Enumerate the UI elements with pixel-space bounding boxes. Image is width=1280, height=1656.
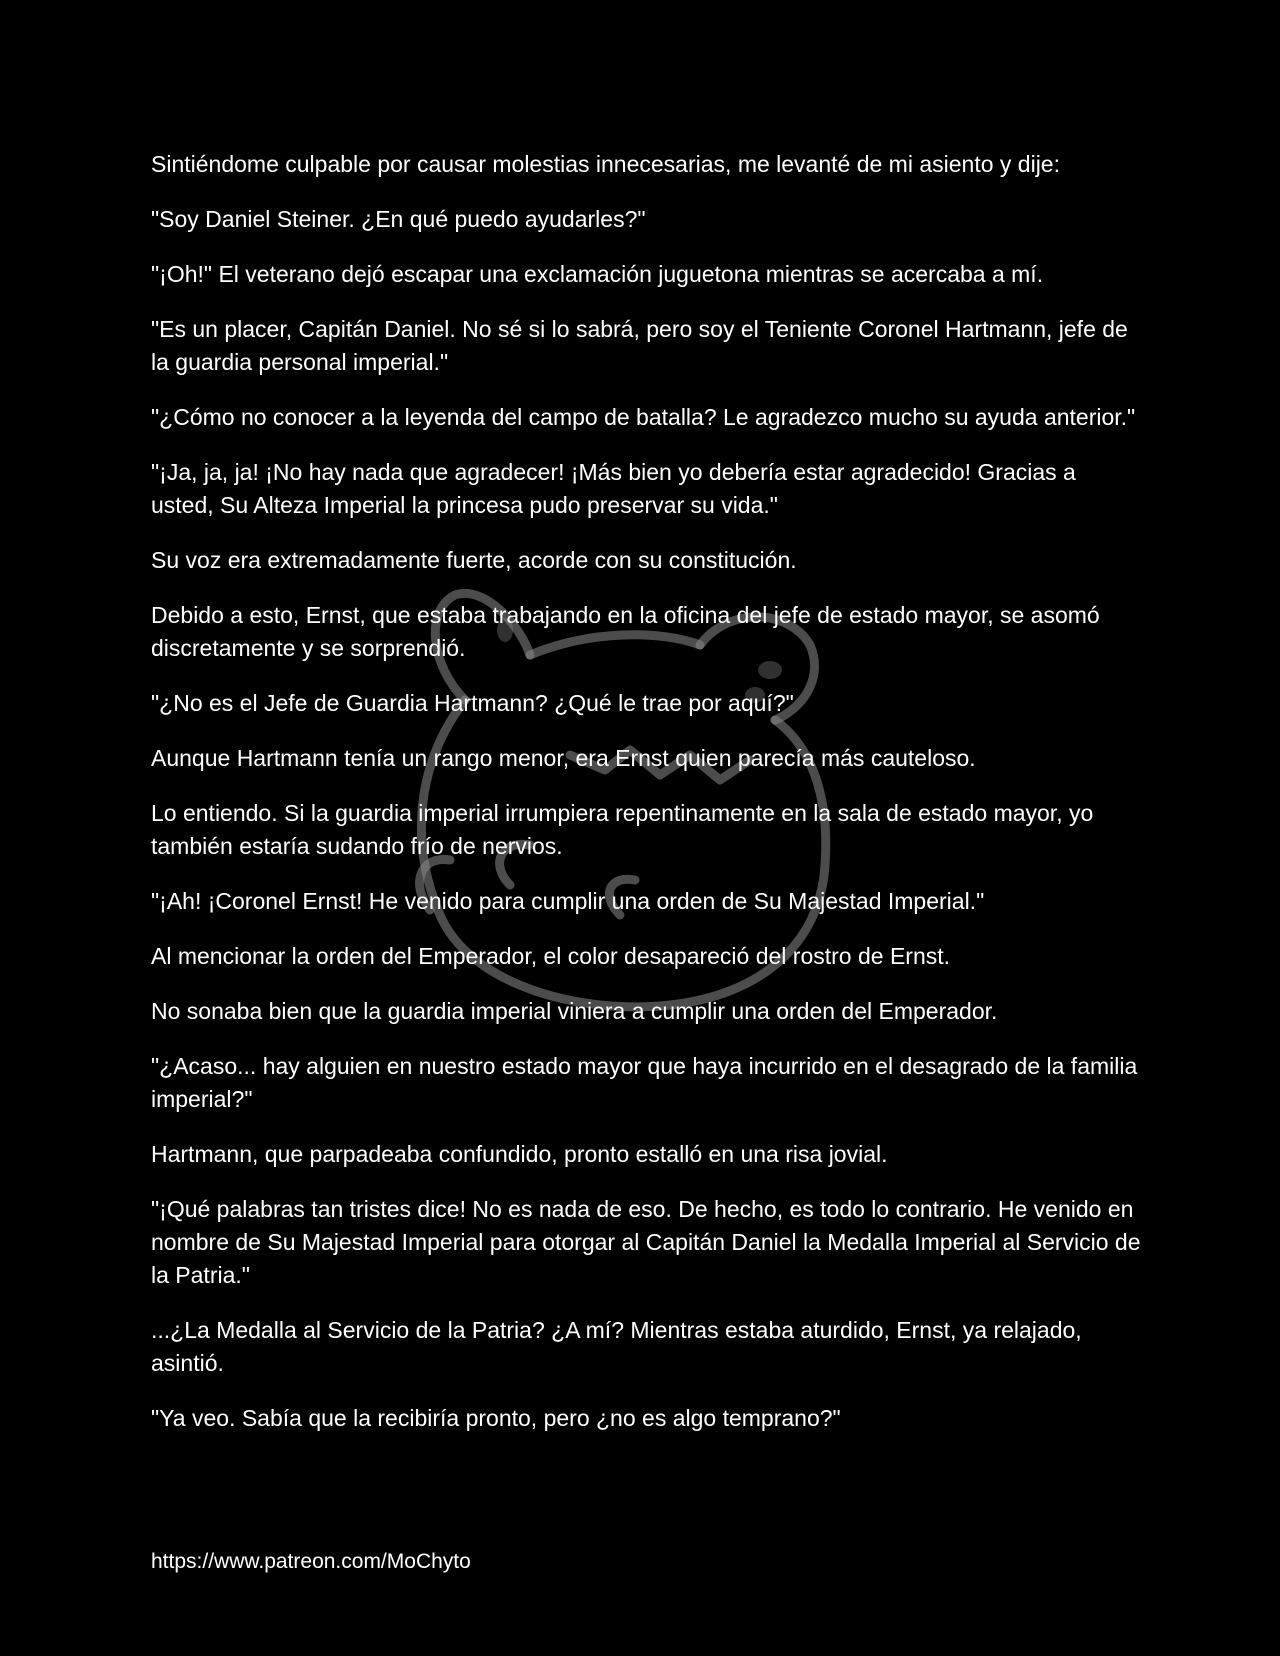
paragraph: Sintiéndome culpable por causar molestias innecesarias, me levanté de mi asiento y dije: bbox=[151, 151, 1060, 177]
paragraph: Debido a esto, Ernst, que estaba trabajando en la oficina del jefe de estado mayor, se asomó discretamente y se sorprendió. bbox=[151, 602, 1100, 661]
paragraph: "Ya veo. Sabía que la recibiría pronto, pero ¿no es algo temprano?" bbox=[151, 1405, 841, 1431]
document-body bbox=[151, 148, 1141, 1457]
paragraph: "¿Acaso... hay alguien en nuestro estado mayor que haya incurrido en el desagrado de la familia imperial?" bbox=[151, 1053, 1138, 1112]
paragraph: "Es un placer, Capitán Daniel. No sé si lo sabrá, pero soy el Teniente Coronel Hartmann, jefe de la guardia personal imperial." bbox=[151, 316, 1128, 375]
paragraph: "¡Qué palabras tan tristes dice! No es nada de eso. De hecho, es todo lo contrario. He venido en nombre de Su Majestad Imperial para otorgar al Capitán Daniel la Medalla Imperial al Servicio de la Patria." bbox=[151, 1196, 1141, 1288]
paragraph: Al mencionar la orden del Emperador, el color desapareció del rostro de Ernst. bbox=[151, 943, 951, 969]
paragraph: "¿No es el Jefe de Guardia Hartmann? ¿Qué le trae por aquí?" bbox=[151, 690, 794, 716]
paragraph: Aunque Hartmann tenía un rango menor, era Ernst quien parecía más cauteloso. bbox=[151, 745, 976, 771]
paragraph: Hartmann, que parpadeaba confundido, pronto estalló en una risa jovial. bbox=[151, 1141, 888, 1167]
patreon-link[interactable]: https://www.patreon.com/MoChyto bbox=[151, 1550, 471, 1573]
paragraph: "¿Cómo no conocer a la leyenda del campo de batalla? Le agradezco mucho su ayuda anterior." bbox=[151, 404, 1136, 430]
paragraph: Lo entiendo. Si la guardia imperial irrumpiera repentinamente en la sala de estado mayor, yo también estaría sudando frío de nervios. bbox=[151, 800, 1094, 859]
paragraph: "¡Ah! ¡Coronel Ernst! He venido para cumplir una orden de Su Majestad Imperial." bbox=[151, 888, 985, 914]
paragraph: "¡Oh!" El veterano dejó escapar una exclamación juguetona mientras se acercaba a mí. bbox=[151, 261, 1044, 287]
paragraph: Su voz era extremadamente fuerte, acorde con su constitución. bbox=[151, 547, 797, 573]
paragraph: ...¿La Medalla al Servicio de la Patria? ¿A mí? Mientras estaba aturdido, Ernst, ya relajado, asintió. bbox=[151, 1317, 1082, 1376]
paragraph: "¡Ja, ja, ja! ¡No hay nada que agradecer! ¡Más bien yo debería estar agradecido! Gracias a usted, Su Alteza Imperial la princesa pudo preservar su vida." bbox=[151, 459, 1076, 518]
paragraph: "Soy Daniel Steiner. ¿En qué puedo ayudarles?" bbox=[151, 206, 646, 232]
paragraph: No sonaba bien que la guardia imperial viniera a cumplir una orden del Emperador. bbox=[151, 998, 998, 1024]
